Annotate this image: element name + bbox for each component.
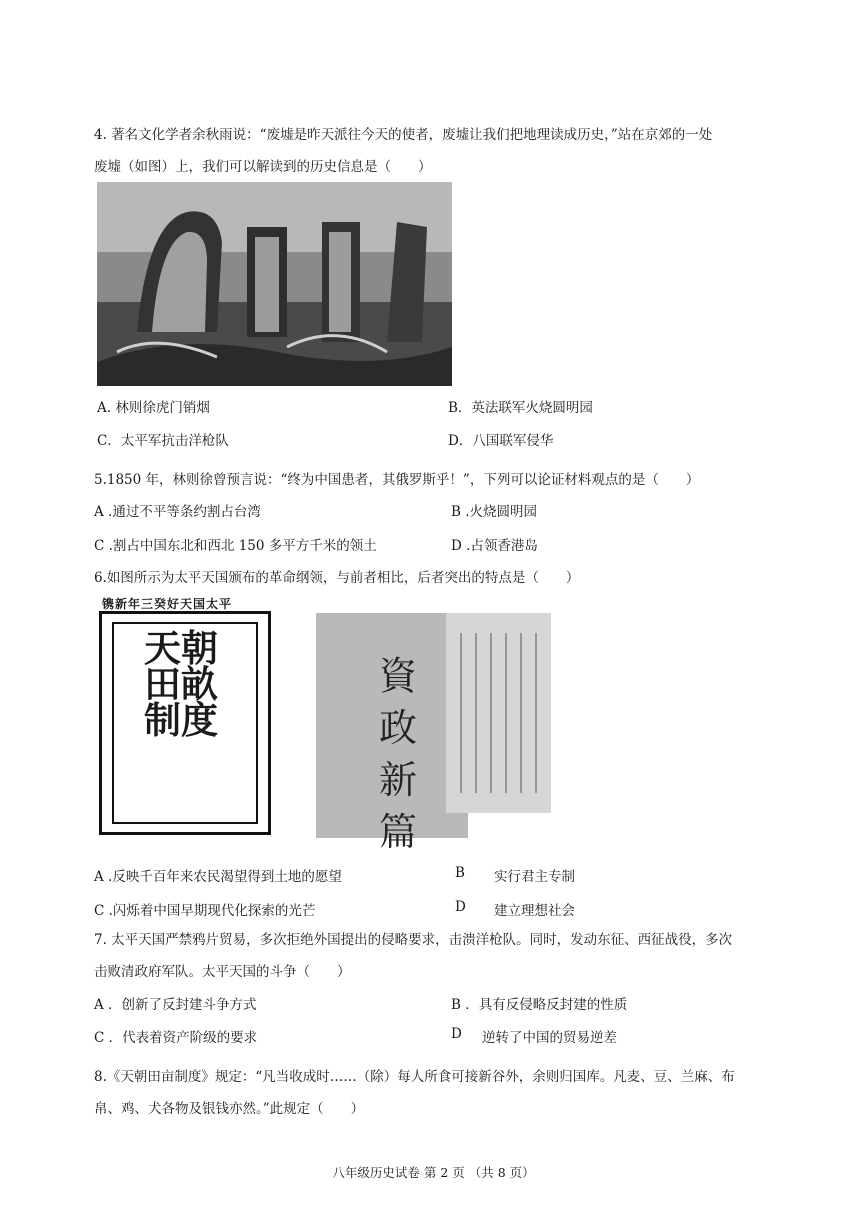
- tianchao-tianmu-scroll-image: [99, 611, 271, 835]
- q5-option-d[interactable]: D .占领香港岛: [451, 538, 538, 554]
- q7-option-b[interactable]: B ．具有反侵略反封建的性质: [451, 997, 628, 1013]
- q7-stem-line1: 7. 太平天国严禁鸦片贸易，多次拒绝外国提出的侵略要求，击溃洋枪队。同时，发动东征、西征战役，多次: [94, 932, 733, 948]
- q5-option-b[interactable]: B .火烧圆明园: [451, 504, 538, 520]
- q4-option-a[interactable]: A. 林则徐虎门销烟: [97, 400, 210, 416]
- q7-option-d-letter[interactable]: D: [451, 1026, 462, 1042]
- scroll-banner-text: 镌新年三癸好天国太平: [102, 597, 233, 611]
- q7-option-a[interactable]: A ．创新了反封建斗争方式: [94, 997, 257, 1013]
- q6-option-d-letter[interactable]: D: [455, 899, 466, 915]
- q7-option-d[interactable]: 逆转了中国的贸易逆差: [482, 1030, 617, 1046]
- book-page-image: [446, 613, 551, 813]
- q4-option-c[interactable]: C．太平军抗击洋枪队: [97, 433, 229, 449]
- q8-stem-line2: 帛、鸡、犬各物及银钱亦然。”此规定（ ）: [94, 1101, 365, 1117]
- q8-stem-line1: 8.《天朝田亩制度》规定：“凡当收成时……（除）每人所食可接新谷外，余则归国库。凡麦、豆、兰麻、布: [94, 1069, 735, 1085]
- q4-stem-line1: 4. 著名文化学者余秋雨说：“废墟是昨天派往今天的使者，废墟让我们把地理读成历史，”站在京郊的一处: [94, 127, 713, 143]
- q6-stem: 6.如图所示为太平天国颁布的革命纲领，与前者相比，后者突出的特点是（ ）: [94, 570, 580, 586]
- q6-option-d[interactable]: 建立理想社会: [494, 903, 575, 919]
- q7-stem-line2: 击败清政府军队。太平天国的斗争（ ）: [94, 964, 351, 980]
- q6-option-c[interactable]: C .闪烁着中国早期现代化探索的光芒: [94, 903, 316, 919]
- q5-stem: 5.1850 年，林则徐曾预言说：“终为中国患者，其俄罗斯乎！”，下列可以论证材料观点的是（ ）: [94, 472, 700, 488]
- q7-option-c[interactable]: C ．代表着资产阶级的要求: [94, 1030, 258, 1046]
- q4-option-b[interactable]: B．英法联军火烧圆明园: [448, 400, 593, 416]
- q6-option-b[interactable]: 实行君主专制: [494, 869, 575, 885]
- scroll-title: 天朝田畝制度: [144, 626, 218, 742]
- q4-option-d[interactable]: D．八国联军侵华: [448, 433, 554, 449]
- book-title: 資政新篇: [378, 654, 417, 854]
- q5-option-c[interactable]: C .割占中国东北和西北 150 多平方千米的领土: [94, 538, 377, 554]
- q5-option-a[interactable]: A .通过不平等条约割占台湾: [94, 504, 261, 520]
- q6-option-a[interactable]: A .反映千百年来农民渴望得到土地的愿望: [94, 869, 342, 885]
- ruins-photo: [97, 182, 452, 386]
- q4-stem-line2: 废墟（如图）上，我们可以解读到的历史信息是（ ）: [94, 159, 432, 175]
- page-footer: 八年级历史试卷 第 2 页 （共 8 页）: [332, 1165, 535, 1180]
- q6-option-b-letter[interactable]: B: [455, 865, 465, 881]
